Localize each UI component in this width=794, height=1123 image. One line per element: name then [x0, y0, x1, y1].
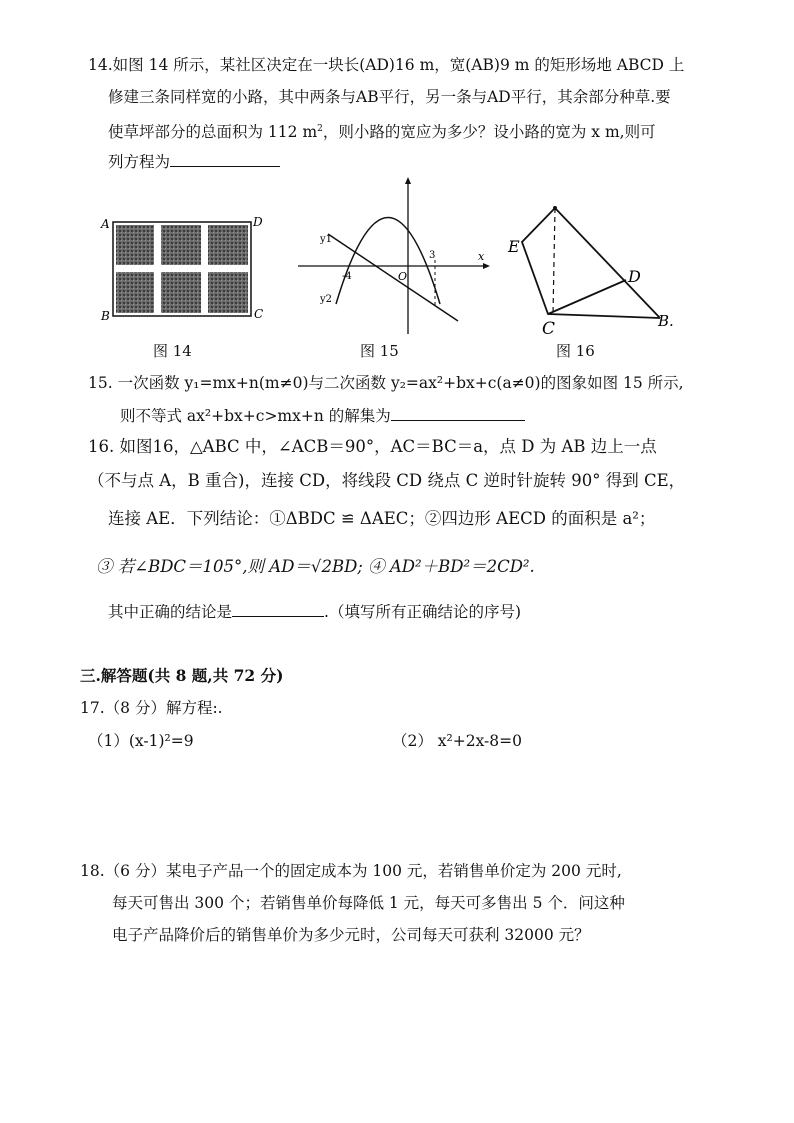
q14-line-3b: ，则小路的宽应为多少？设小路的宽为 x m,则可: [322, 123, 656, 142]
label-minus-4: -4: [342, 271, 352, 282]
grass-block: [208, 272, 248, 313]
point-a: [553, 206, 557, 210]
q14-line-4-text: 列方程为: [108, 153, 171, 171]
figure-16: [500, 190, 685, 340]
y-axis-arrow-icon: [405, 177, 411, 184]
grass-block: [116, 272, 154, 313]
q14-line-3a: 使草坪部分的总面积为 112 m: [108, 123, 318, 142]
label-b: B.: [658, 312, 674, 330]
figure-16-caption: 图 16: [556, 342, 595, 360]
q17-part-2: （2） x²+2x-8=0: [392, 732, 523, 750]
q17-title: 17.（8 分）解方程:.: [80, 699, 223, 717]
label-3: 3: [429, 250, 436, 261]
label-e: E: [508, 237, 520, 256]
q14-answer-blank[interactable]: [170, 150, 280, 167]
q16-line-5b: .（填写所有正确结论的序号): [324, 603, 521, 621]
grass-block: [161, 225, 201, 265]
triangle-sides: [522, 208, 660, 318]
label-b: B: [101, 309, 110, 323]
parabola-y2: [336, 218, 440, 305]
x-axis-arrow-icon: [483, 263, 490, 269]
label-d: D: [253, 215, 263, 229]
label-d: D: [628, 267, 641, 286]
label-y2: y2: [320, 294, 333, 305]
label-origin: O: [398, 270, 408, 283]
q15-line-2-text: 则不等式 ax²+bx+c>mx+n 的解集为: [120, 407, 391, 425]
figure-14-caption: 图 14: [153, 342, 192, 360]
label-y1: y1: [320, 234, 333, 245]
q18-line-2: 每天可售出 300 个；若销售单价每降低 1 元，每天可多售出 5 个．问这种: [112, 894, 625, 912]
figure-15: [298, 176, 498, 336]
label-x: x: [478, 250, 485, 263]
q14-sup: 2: [317, 124, 323, 134]
q18-line-3: 电子产品降价后的销售单价为多少元时，公司每天可获利 32000 元？: [112, 926, 590, 944]
q15-line-2: [120, 404, 525, 427]
label-a: A: [101, 217, 110, 231]
label-c: C: [542, 319, 556, 339]
q16-line-5: [108, 600, 521, 623]
q15-line-1: 15. 一次函数 y₁=mx+n(m≠0)与二次函数 y₂=ax²+bx+c(a≠0)的图象如图 15 所示,: [88, 374, 684, 392]
q14-line-1: 14.如图 14 所示，某社区决定在一块长(AD)16 m，宽(AB)9 m 的矩形场地 ABCD 上: [88, 56, 685, 74]
q16-line-2: （不与点 A，B 重合)，连接 CD，将线段 CD 绕点 C 逆时针旋转 90° 得到 CE，: [88, 471, 686, 490]
segment-ab: [555, 208, 660, 318]
grass-block: [208, 225, 248, 265]
q16-line-1: 16. 如图16，△ABC 中，∠ACB＝90°，AC＝BC＝a，点 D 为 AB 边上一点: [88, 437, 657, 456]
q16-line-3: 连接 AE．下列结论：①ΔBDC ≌ ΔAEC；②四边形 AECD 的面积是 a²；: [108, 509, 656, 528]
grass-block: [116, 225, 154, 265]
label-c: C: [254, 307, 264, 321]
q17-part-1: （1）(x-1)²=9: [88, 732, 194, 750]
figure-15-caption: 图 15: [360, 342, 399, 360]
section-3-title: 三.解答题(共 8 题,共 72 分): [80, 666, 284, 685]
q18-line-1: 18.（6 分）某电子产品一个的固定成本为 100 元，若销售单价定为 200 元时,: [80, 862, 622, 880]
q14-line-2: 修建三条同样宽的小路，其中两条与AB平行，另一条与AD平行，其余部分种草.要: [108, 88, 671, 106]
figure-14: [95, 210, 270, 325]
q16-line-5a: 其中正确的结论是: [108, 603, 233, 621]
q15-answer-blank[interactable]: [391, 404, 525, 421]
grass-block: [161, 272, 201, 313]
q16-answer-blank[interactable]: [232, 600, 324, 617]
segment-cd: [548, 280, 626, 314]
q14-line-3: [108, 118, 656, 143]
q14-line-4: [108, 150, 280, 173]
q16-line-4: ③ 若∠BDC＝105°,则 AD＝√2BD; ④ AD²＋BD²＝2CD².: [96, 557, 535, 576]
segment-ac: [553, 208, 555, 314]
